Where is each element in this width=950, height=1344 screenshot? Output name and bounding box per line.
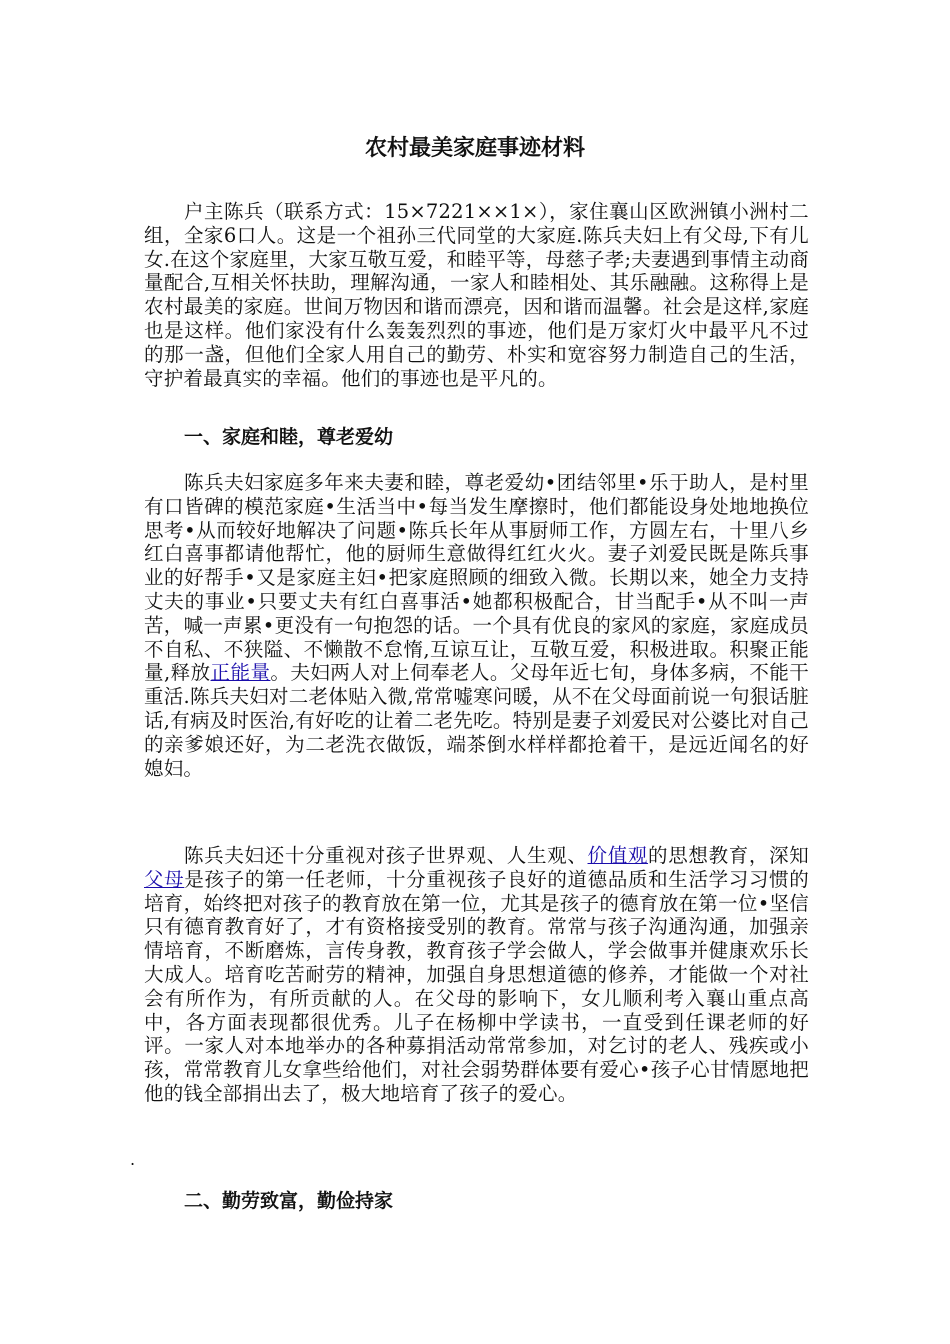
child-education-paragraph — [144, 844, 809, 1106]
intro-paragraph: 户主陈兵（联系方式：15×7221××1×），家住襄山区欧洲镇小洲村二组，全家6口人。这是一个祖孙三代同堂的大家庭.陈兵夫妇上有父母,下有儿女.在这个家庭里，大家互敬互爱，和睦平等，母慈子孝;夫妻遇到事情主动商量配合,互相关怀扶助，理解沟通，一家人和睦相处、其乐融融。这称得上是农村最美的家庭。世间万物因和谐而漂亮，因和谐而温馨。社会是这样,家庭也是这样。他们家没有什么轰轰烈烈的事迹，他们是万家灯火中最平凡不过的那一盏，但他们全家人用自己的勤劳、朴实和宽容努力制造自己的生活，守护着最真实的幸福。他们的事迹也是平凡的。 — [144, 200, 809, 390]
section-heading-1: 一、家庭和睦，尊老爱幼 — [184, 426, 394, 448]
paragraph-text: 。夫妇两人对上伺奉老人。父母年近七旬，身体多病，不能干重活.陈兵夫妇对二老体贴入微,常常嘘寒问暖，从不在父母面前说一句狠话脏话,有病及时医治,有好吃的让着二老先吃。特别是妻子刘爱民对公婆比对自己的亲爹娘还好，为二老洗衣做饭，端茶倒水样样都抢着干，是远近闻名的好媳妇。 — [144, 661, 809, 780]
paragraph-text: 的思想教育，深知 — [648, 844, 809, 867]
stray-dot: . — [130, 1150, 136, 1169]
family-harmony-paragraph — [144, 471, 809, 780]
link-parents[interactable]: 父母 — [144, 867, 185, 891]
paragraph-text: 陈兵夫妇还十分重视对孩子世界观、人生观、 — [184, 844, 588, 867]
paragraph-text: 是孩子的第一任老师，十分重视孩子良好的道德品质和生活学习习惯的培育，始终把对孩子的教育放在第一位，尤其是孩子的德育放在第一位•坚信只有德育教育好了，才有资格接受别的教育。常常与孩子沟通沟通，加强亲情培育，不断磨炼，言传身教，教育孩子学会做人，学会做事并健康欢乐长大成人。培育吃苦耐劳的精神，加强自身思想道德的修养，才能做一个对社会有所作为，有所贡献的人。在父母的影响下，女儿顺利考入襄山重点高中，各方面表现都很优秀。儿子在杨柳中学读书，一直受到任课老师的好评。一家人对本地举办的各种募捐活动常常参加，对乞讨的老人、残疾或小孩，常常教育儿女拿些给他们，对社会弱势群体要有爱心•孩子心甘情愿地把他的钱全部捐出去了，极大地培育了孩子的爱心。 — [144, 867, 810, 1105]
link-positive-energy[interactable]: 正能量 — [210, 661, 271, 685]
section-heading-2: 二、勤劳致富，勤俭持家 — [184, 1190, 394, 1212]
link-values[interactable]: 价值观 — [587, 844, 649, 867]
document-title: 农村最美家庭事迹材料 — [364, 136, 585, 161]
paragraph-text: 陈兵夫妇家庭多年来夫妻和睦，尊老爱幼•团结邻里•乐于助人，是村里有口皆碑的模范家庭•生活当中•每当发生摩擦时，他们都能设身处地地换位思考•从而较好地解决了问题•陈兵长年从事厨师工作，方圆左右，十里八乡红白喜事都请他帮忙，他的厨师生意做得红红火火。妻子刘爱民既是陈兵事业的好帮手•又是家庭主妇•把家庭照顾的细致入微。长期以来，她全力支持丈夫的事业•只要丈夫有红白喜事活•她都积极配合，甘当配手•从不叫一声苦，喊一声累•更没有一句抱怨的话。一个具有优良的家风的家庭，家庭成员不自私、不狭隘、不懒散不怠惰,互谅互让，互敬互爱，积极进取。积聚正能量,释放 — [144, 471, 809, 685]
